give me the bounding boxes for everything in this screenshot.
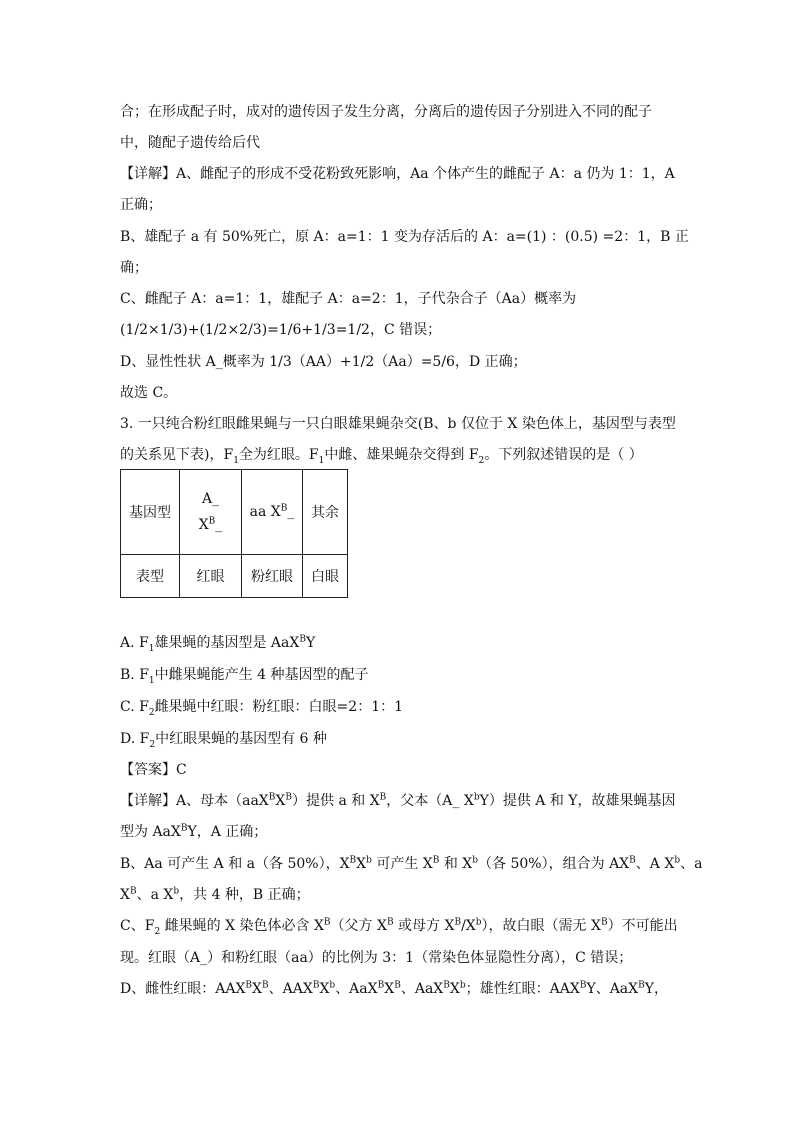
detail-line: $X^B$、a $X^b$，共 4 种，B 正确；: [120, 886, 310, 903]
question-stem: 3. 一只纯合粉红眼雌果蝇与一只白眼雄果蝇杂交(B、b 仅位于 X 染色体上，基因型与表型: [120, 416, 676, 432]
option-d: D. $F_2$中红眼果蝇的基因型有 6 种: [120, 731, 327, 750]
text-line: 中，随配子遗传给后代: [120, 135, 260, 151]
text-line: 确；: [120, 260, 148, 276]
table-cell-red-eye: 红眼: [180, 555, 242, 598]
table-cell-pink-eye: 粉红眼: [242, 555, 303, 598]
option-a: A. $F_1$雄果蝇的基因型是 AaX$^B$Y: [120, 634, 316, 654]
table-cell-white-eye: 白眼: [303, 555, 348, 598]
table-header-phenotype: 表型: [121, 555, 180, 598]
text-line: (1/2×1/3)+(1/2×2/3)=1/6+1/3=1/2，C 错误；: [120, 322, 442, 338]
table-cell-a-xb: A_ $X^B\_$: [180, 470, 242, 555]
option-c: C. $F_2$雌果蝇中红眼：粉红眼：白眼=2：1：1: [120, 699, 404, 718]
detail-line: D、雌性红眼：$AAX^BX^B$、$AAX^BX^b$、$AaX^BX^B$、$AaX^BX^b$；雄性红眼：$AAX^BY$、AaX$^B$Y，: [120, 980, 668, 997]
table-header-genotype: 基因型: [121, 470, 180, 555]
text-line: 【详解】A、雌配子的形成不受花粉致死影响，Aa 个体产生的雌配子 A：a 仍为 1：1，A: [120, 166, 675, 182]
detail-line: B、Aa 可产生 A 和 a（各 50%），$X^BX^b$ 可产生 $X^B$ 和 $X^b$（各 50%），组合为 $AX^B$、A $X^b$、a: [120, 855, 703, 872]
question-stem: 的关系见下表)，$F_1$全为红眼。$F_1$中雌、雄果蝇杂交得到 $F_2$。下列叙述错误的是（ ）: [120, 447, 643, 466]
table-cell-aa-xb: aa $X^B\_$: [242, 470, 303, 555]
text-line: C、雌配子 A：a=1：1，雄配子 A：a=2：1，子代杂合子（Aa）概率为: [120, 291, 577, 307]
text-line: 合；在形成配子时，成对的遗传因子发生分离，分离后的遗传因子分别进入不同的配子: [120, 104, 652, 120]
text-line: 正确；: [120, 197, 162, 213]
text-line: 故选 C。: [120, 385, 178, 401]
genotype-phenotype-table: [120, 469, 348, 598]
option-b: B. $F_1$中雌果蝇能产生 4 种基因型的配子: [120, 667, 369, 686]
text-line: D、显性性状 A_概率为 1/3（AA）+1/2（Aa）=5/6，D 正确；: [120, 354, 527, 370]
detail-line: 型为 AaX$^B$Y，A 正确；: [120, 823, 268, 840]
table-cell-other: 其余: [303, 470, 348, 555]
detail-line: C、$F_2$ 雌果蝇的 X 染色体必含 $X^B$（父方 $X^B$ 或母方 $X^B/X^b$），故白眼（需无 $X^B$）不可能出: [120, 917, 678, 937]
answer-line: 【答案】C: [120, 762, 187, 778]
detail-line: 【详解】A、母本$(aaX^BX^B)$提供 a 和 $X^B$，父本（A_ $X^bY$）提供 A 和 Y，故雄果蝇基因: [120, 792, 676, 809]
text-line: B、雄配子 a 有 50%死亡，原 A：a=1：1 变为存活后的 A：a=(1) ：(0.5) =2：1，B 正: [120, 229, 689, 245]
detail-line: 现。红眼（A_）和粉红眼（aa）的比例为 3：1（常染色体显隐性分离），C 错误；: [120, 950, 633, 966]
